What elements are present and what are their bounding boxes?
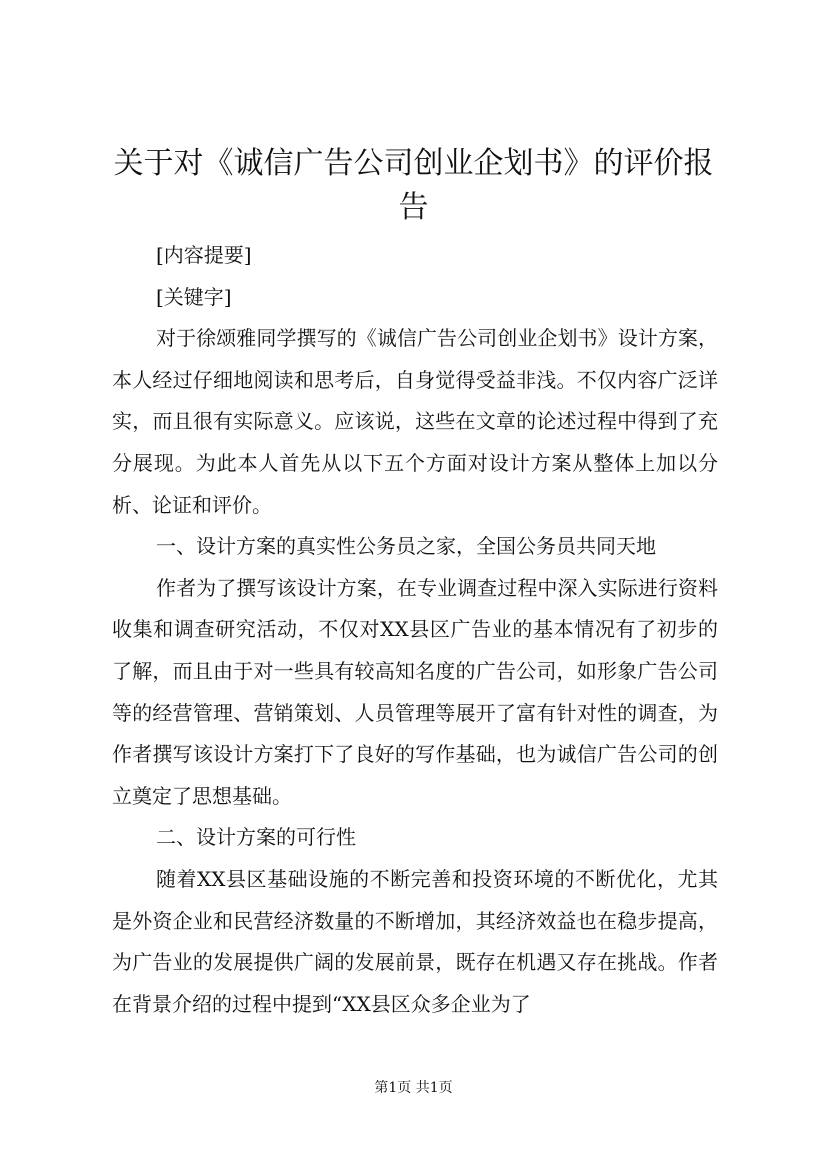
page-footer: 第1页 共1页 [374,1080,453,1096]
abstract-label: [内容提要] [156,243,252,267]
body-paragraph: 随着XX县区基础设施的不断完善和投资环境的不断优化，尤其是外资企业和民营经济数量的不断增加，其经济效益也在稳步提高，为广告业的发展提供广阔的发展前景，既存在机遇又存在挑战。作者在背景介绍的过程中提到“XX县区众多企业为了 [112,866,718,1016]
section-heading: 一、设计方案的真实性公务员之家，全国公务员共同天地 [156,534,656,559]
keywords-label: [关键字] [156,284,232,309]
document-body [112,235,718,1025]
body-paragraph: 对于徐颂雅同学撰写的《诚信广告公司创业企划书》设计方案，本人经过仔细地阅读和思考后，自身觉得受益非浅。不仅内容广泛详实，而且很有实际意义。应该说，这些在文章的论述过程中得到了充分展现。为此本人首先从以下五个方面对设计方案从整体上加以分析、论证和评价。 [112,326,718,517]
body-paragraph: 作者为了撰写该设计方案，在专业调查过程中深入实际进行资料收集和调查研究活动，不仅对XX县区广告业的基本情况有了初步的了解，而且由于对一些具有较高知名度的广告公司，如形象广告公司等的经营管理、营销策划、人员管理等展开了富有针对性的调查，为作者撰写该设计方案打下了良好的写作基础，也为诚信广告公司的创立奠定了思想基础。 [112,575,718,808]
document-title: 关于对《诚信广告公司创业企划书》的评价报告 [113,146,714,225]
section-heading: 二、设计方案的可行性 [156,825,356,850]
